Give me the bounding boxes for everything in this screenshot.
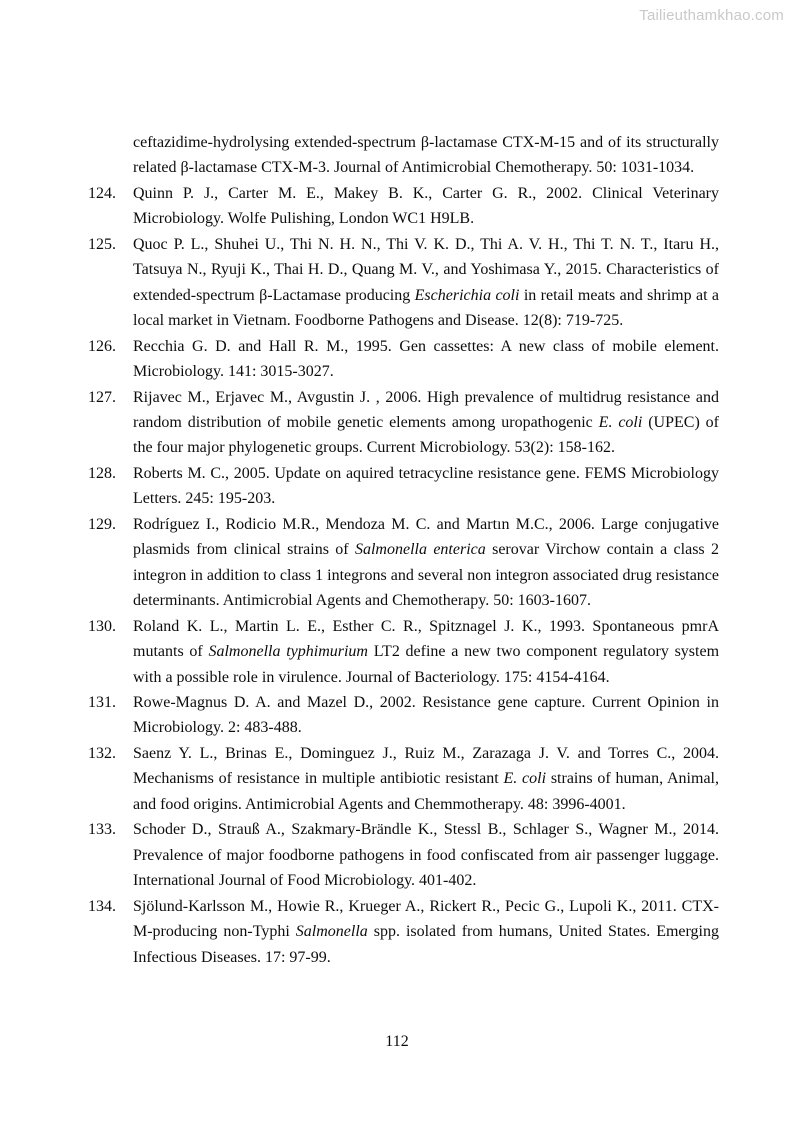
reference-item bbox=[88, 181, 719, 232]
page-number: 112 bbox=[385, 1033, 409, 1050]
references-list bbox=[88, 130, 719, 970]
reference-italic-segment: Salmonella bbox=[295, 923, 368, 941]
reference-segment: strains of human, Animal, and food origins. Antimicrobial Agents and Chemmotherapy. 48: 3996-4001. bbox=[133, 770, 719, 813]
reference-text bbox=[133, 385, 719, 461]
reference-segment: Saenz Y. L., Brinas E., Dominguez J., Ruiz M., Zarazaga J. V. and Torres C., 2004. Mechanisms of resistance in multiple antibiotic resistant bbox=[133, 744, 719, 788]
reference-item bbox=[88, 334, 719, 385]
reference-number: 125. bbox=[88, 235, 116, 253]
reference-text bbox=[133, 181, 719, 232]
reference-item bbox=[88, 385, 719, 461]
reference-number: 124. bbox=[88, 184, 116, 202]
reference-number: 134. bbox=[88, 897, 116, 915]
reference-segment: spp. isolated from humans, United States. Emerging Infectious Diseases. 17: 97-99. bbox=[133, 923, 720, 966]
reference-number: 131. bbox=[88, 693, 116, 711]
reference-item bbox=[88, 461, 719, 512]
reference-number: 130. bbox=[88, 617, 116, 635]
reference-text bbox=[133, 894, 719, 970]
reference-italic-segment: Escherichia coli bbox=[414, 286, 520, 304]
reference-segment: Recchia G. D. and Hall R. M., 1995. Gen cassettes: A new class of mobile element. Microbiology. 141: 3015-3027. bbox=[133, 337, 719, 381]
reference-segment: serovar Virchow contain a class 2 integron in addition to class 1 integrons and several non integron associated drug resistance determinants. Antimicrobial Agents and Chemotherapy. 50: 1603-1607. bbox=[133, 541, 719, 610]
reference-text bbox=[133, 512, 719, 614]
reference-text bbox=[133, 130, 719, 181]
reference-text bbox=[133, 741, 719, 817]
reference-segment: Rowe-Magnus D. A. and Mazel D., 2002. Resistance gene capture. Current Opinion in Microbiology. 2: 483-488. bbox=[133, 693, 719, 737]
reference-text bbox=[133, 614, 719, 690]
reference-segment: ceftazidime-hydrolysing extended-spectrum β-lactamase CTX-M-15 and of its structurally related β-lactamase CTX-M-3. Journal of Antimicrobial Chemotherapy. 50: 1031-1034. bbox=[133, 134, 719, 177]
reference-segment: Rodríguez I., Rodicio M.R., Mendoza M. C. and Martın M.C., 2006. Large conjugative plasmids from clinical strains of bbox=[133, 515, 719, 559]
reference-segment: Roberts M. C., 2005. Update on aquired tetracycline resistance gene. FEMS Microbiology Letters. 245: 195-203. bbox=[133, 464, 719, 508]
reference-text bbox=[133, 232, 719, 334]
reference-segment: Rijavec M., Erjavec M., Avgustin J. , 2006. High prevalence of multidrug resistance and random distribution of mobile genetic elements among uropathogenic bbox=[133, 388, 719, 431]
reference-item bbox=[88, 690, 719, 741]
reference-number: 127. bbox=[88, 388, 116, 406]
watermark-text: Tailieuthamkhao.com bbox=[639, 7, 784, 24]
reference-segment: Quinn P. J., Carter M. E., Makey B. K., Carter G. R., 2002. Clinical Veterinary Microbiology. Wolfe Pulishing, London WC1 H9LB. bbox=[133, 184, 719, 228]
reference-segment: in retail meats and shrimp at a local market in Vietnam. Foodborne Pathogens and Disease. 12(8): 719-725. bbox=[133, 286, 720, 330]
reference-item bbox=[88, 741, 719, 817]
reference-text bbox=[133, 817, 719, 893]
reference-italic-segment: Salmonella typhimurium bbox=[208, 643, 368, 661]
reference-segment: Schoder D., Strauß A., Szakmary-Brändle K., Stessl B., Schlager S., Wagner M., 2014. Prevalence of major foodborne pathogens in food confiscated from air passenger luggage. International Journal of Food Microbiology. 401-402. bbox=[133, 821, 719, 890]
reference-number: 129. bbox=[88, 515, 116, 533]
reference-item bbox=[88, 817, 719, 893]
reference-text bbox=[133, 461, 719, 512]
reference-item bbox=[88, 614, 719, 690]
reference-number: 128. bbox=[88, 464, 116, 482]
reference-number: 133. bbox=[88, 821, 116, 839]
reference-segment: Quoc P. L., Shuhei U., Thi N. H. N., Thi V. K. D., Thi A. V. H., Thi T. N. T., Itaru H., Tatsuya N., Ryuji K., Thai H. D., Quang M. V., and Yoshimasa Y., 2015. Characteristics of extended-spectrum β-Lactamase producing bbox=[133, 235, 719, 304]
reference-item bbox=[88, 512, 719, 614]
reference-segment: LT2 define a new two component regulatory system with a possible role in virulence. Journal of Bacteriology. 175: 4154-4164. bbox=[133, 643, 720, 686]
reference-item bbox=[88, 232, 719, 334]
reference-number: 132. bbox=[88, 744, 116, 762]
reference-italic-segment: Salmonella enterica bbox=[354, 541, 486, 559]
reference-item bbox=[88, 894, 719, 970]
reference-italic-segment: E. coli bbox=[503, 770, 547, 788]
reference-number: 126. bbox=[88, 337, 116, 355]
reference-segment: Roland K. L., Martin L. E., Esther C. R., Spitznagel J. K., 1993. Spontaneous pmrA mutants of bbox=[133, 617, 719, 661]
reference-italic-segment: E. coli bbox=[598, 413, 643, 431]
reference-item bbox=[88, 130, 719, 181]
reference-text bbox=[133, 690, 719, 741]
reference-segment: (UPEC) of the four major phylogenetic groups. Current Microbiology. 53(2): 158-162. bbox=[133, 413, 719, 457]
reference-text bbox=[133, 334, 719, 385]
reference-segment: Sjölund-Karlsson M., Howie R., Krueger A., Rickert R., Pecic G., Lupoli K., 2011. CTX-M-producing non-Typhi bbox=[133, 897, 719, 941]
